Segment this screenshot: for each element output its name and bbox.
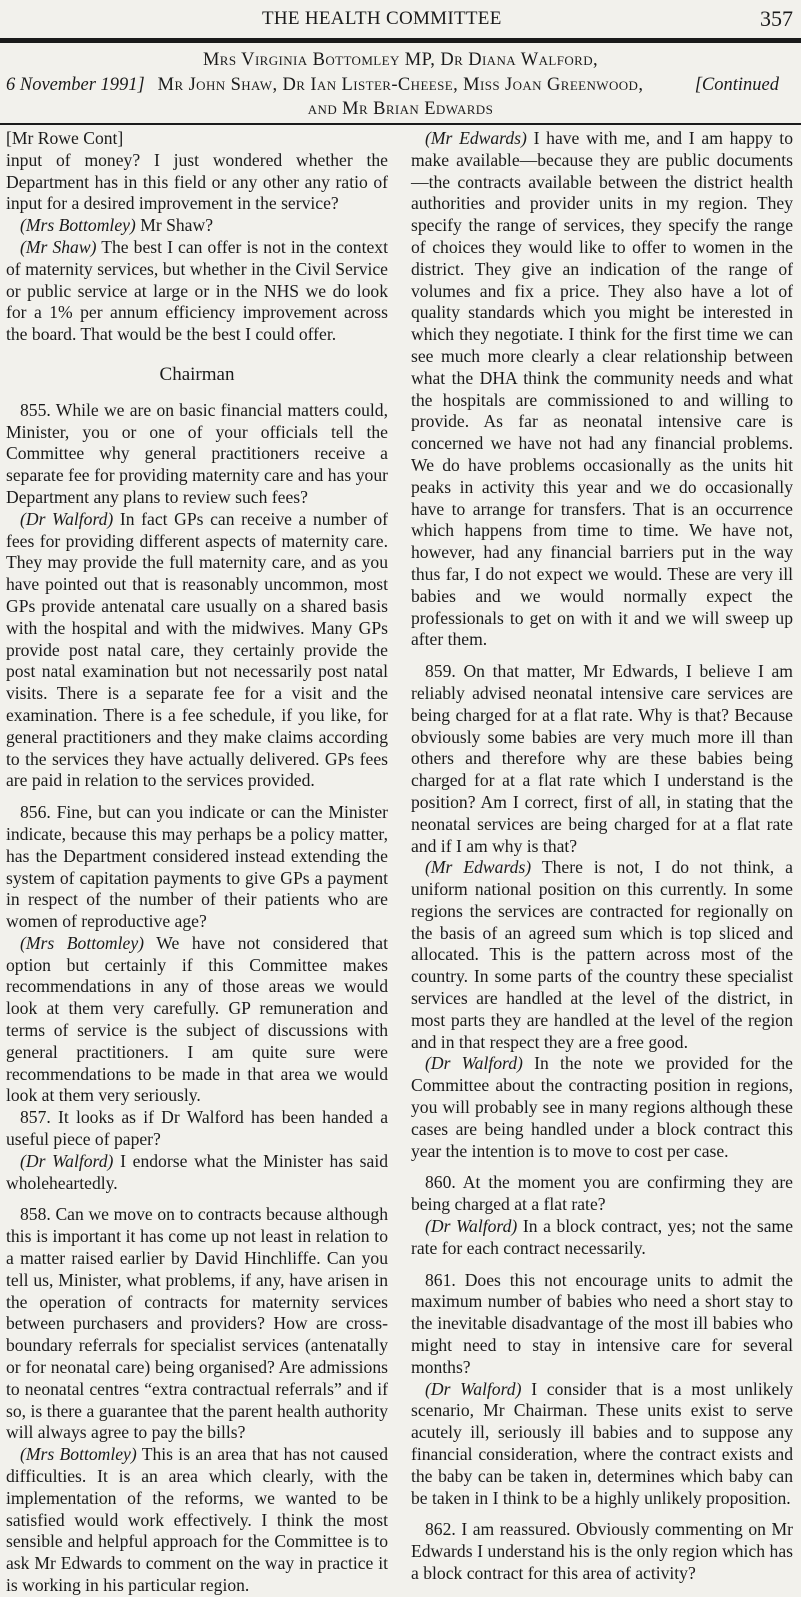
continued-label: [Continued [694,75,779,95]
answer-paragraph [6,237,388,346]
question-861: 861. Does this not encourage units to admit the maximum number of babies who need a short stay to the inevitable disadvantage of the most ill babies who might need to stay in intensive care for several months? [411,1269,793,1377]
speaker-name: (Dr Walford) [20,1150,114,1171]
sitting-rule [0,123,801,125]
witnesses-line-2: Mr John Shaw, Dr Ian Lister-Cheese, Miss Joan Greenwood, [157,75,644,95]
answer-text: There is not, I do not think, a uniform national position on this currently. In some regions the services are contracted for regionally on the basis of an agreed sum which is top sliced and allocated. This is the pattern across most of the country. In some parts of the country these specialist services are handled at the level of the district, in most parts they are handled at the level of the region and in that respect they are a free good. [411,857,793,1052]
speaker-name: (Dr Walford) [20,508,114,529]
speaker-name: (Mrs Bottomley) [20,215,136,236]
answer-text: The best I can offer is not in the context of maternity services, but whether in the Civil Service or public service at large or in the NHS we do look for a 1% per annum efficiency improvement across the board. That would be the best I could offer. [6,236,388,345]
answer-paragraph [6,1151,388,1195]
answer-text: Mr Shaw? [135,215,214,236]
answer-text: This is an area that has not caused difficulties. It is an area which clearly, with the implementation of the reforms, we wanted to be satisfied would work effectively. I think the most sensible and helpful approach for the Committee is to ask Mr Edwards to comment on the way in practice it is working in his particular region. [6,1444,388,1595]
chairman-heading: Chairman [159,363,235,385]
answer-paragraph [411,857,793,1053]
sitting-date: 6 November 1991] [6,75,145,95]
header-rule [0,38,801,43]
answer-paragraph [6,933,388,1107]
answer-paragraph [411,128,793,651]
page-number: 357 [760,6,793,31]
speaker-name: (Mrs Bottomley) [20,932,144,953]
question-856: 856. Fine, but can you indicate or can the Minister indicate, because this may perhaps be a policy matter, has the Department considered instead extending the system of capitation payments to give GPs a payment in respect of the number of their patients who are women of reproductive age? [6,802,388,932]
question-855: 855. While we are on basic financial matters could, Minister, you or one of your officials tell the Committee why general practitioners receive a separate fee for providing maternity care and has your Department any plans to review such fees? [6,399,388,507]
answer-paragraph [411,1053,793,1162]
answer-text: We have not considered that option but certainly if this Committee makes recommendations in any of those areas we would look at them very carefully. GP remuneration and terms of service is the subject of discussions with general practitioners. I am quite sure were recommendations to be made in that area we would look at them very seriously. [6,932,388,1106]
witnesses-line-3: and Mr Brian Edwards [307,99,494,119]
answer-paragraph [411,1379,793,1510]
speaker-name: (Mr Edwards) [425,128,527,148]
speaker-name: (Dr Walford) [425,1216,518,1237]
question-859: 859. On that matter, Mr Edwards, I believe I am reliably advised neonatal intensive care services are being charged for at a flat rate. Why is that? Because obviously some babies are very much more ill than others and therefore why are these babies being charged for at a flat rate which I understand is the position? Am I correct, first of all, in stating that the neonatal services are being charged for at a flat rate and if I am why is that? [411,661,793,856]
answer-text: I have with me, and I am happy to make available—because they are public documents—the contracts available between the district health authorities and provider units in my region. They specify the range of services, they specify the range of choices they would like to offer to women in the district. They give an indication of the range of volumes and fix a price. They also have a lot of quality standards which you might be interested in which they negotiate. I think for the first time we can see much more clearly a clear relationship between what the DHA think the community needs and what the hospitals are commissioned to and willing to provide. As far as neonatal intensive care is concerned we have not had any financial problems. We do have problems occasionally as the units hit peaks in activity this year and we do occasionally have to arrange for transfers. That is an occurrence which happens from time to time. We have not, however, had any financial barriers put in the way thus far, I do not expect we would. These are very ill babies and we would normally expect the professionals to get on with it and we will sweep up after them. [411,128,793,650]
speaker-continuation: [Mr Rowe Cont] [6,128,124,148]
answer-paragraph [6,509,388,792]
question-860: 860. At the moment you are confirming they are being charged at a flat rate? [411,1172,793,1215]
left-column [6,128,389,1595]
running-title: THE HEALTH COMMITTEE [262,8,502,29]
answer-paragraph [411,1216,793,1260]
speaker-name: (Mr Edwards) [425,857,532,878]
answer-text: I consider that is a most unlikely scenario, Mr Chairman. These units exist to serve acutely ill, seriously ill babies and to suppose any financial consideration, where the contract exists and the baby can be taken in, determines which baby can be taken in I think to be a highly unlikely proposition. [411,1378,793,1508]
answer-text: I endorse what the Minister has said wholeheartedly. [6,1150,389,1193]
answer-text: In fact GPs can receive a number of fees for providing different aspects of maternity care. They may provide the full maternity care, and as you have pointed out that is reasonably uncommon, most GPs provide antenatal care usually on a shared basis with the hospital and with the midwives. Many GPs provide post natal care, they certainly provide the post natal examination but not necessarily post natal visits. There is a separate fee for a visit and the examination. There is a fee schedule, if you like, for general practitioners and they make claims according to the services they have actually delivered. GPs fees are paid in relation to the services provided. [6,508,388,791]
question-continued: input of money? I just wondered whether the Department has in this field or any other any ratio of input for a desired improvement in the service? [6,149,388,214]
answer-paragraph [6,215,388,237]
question-857: 857. It looks as if Dr Walford has been handed a useful piece of paper? [6,1107,388,1150]
sitting-details [0,50,801,122]
answer-paragraph [6,1444,388,1597]
answer-text: In the note we provided for the Committee about the contracting position in regions, you will probably see in many regions although these cases are being handled under a block contract this year the intention is to move to cost per case. [411,1053,793,1161]
speaker-name: (Mrs Bottomley) [20,1444,137,1465]
witnesses-line-1: Mrs Virginia Bottomley MP, Dr Diana Walford, [202,50,599,70]
right-column [411,128,793,1583]
answer-text: In a block contract, yes; not the same rate for each contract necessarily. [411,1216,793,1258]
speaker-name: (Dr Walford) [425,1053,523,1074]
running-head [0,4,801,34]
question-862: 862. I am reassured. Obviously commenting on Mr Edwards I understand his is the only region which has a block contract for this area of activity? [411,1519,793,1583]
question-858: 858. Can we move on to contracts because although this is important it has come up not least in relation to a matter raised earlier by David Hinchliffe. Can you tell us, Minister, what problems, if any, have arisen in the operation of contracts for maternity services between purchasers and providers? How are cross-boundary referrals for specialist services (antenatally or for neonatal care) being organised? Are admissions to neonatal centres “extra contractual referrals” and if so, is there a guarantee that the parent health authority will always agree to pay the bills? [6,1204,388,1443]
speaker-name: (Dr Walford) [425,1378,522,1399]
speaker-name: (Mr Shaw) [20,236,97,257]
